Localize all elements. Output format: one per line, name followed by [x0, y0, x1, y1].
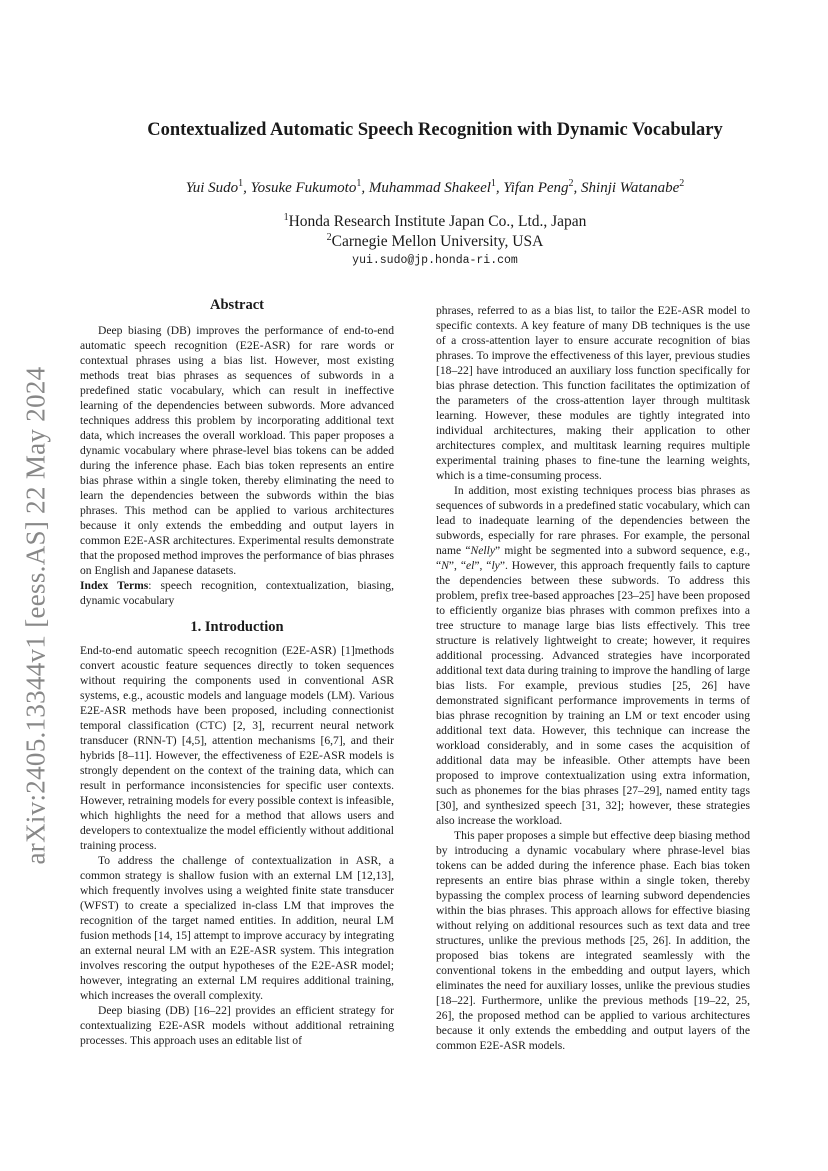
- affiliation-name: Honda Research Institute Japan Co., Ltd., Japan: [288, 213, 587, 231]
- contact-email[interactable]: yui.sudo@jp.honda-ri.com: [352, 254, 518, 267]
- affiliation-name: Carnegie Mellon University, USA: [331, 233, 544, 251]
- author-affiliation-mark: 2: [679, 178, 685, 189]
- left-column: [80, 298, 394, 1048]
- author-name: Shinji Watanabe: [581, 180, 680, 196]
- author-name: Muhammad Shakeel: [368, 180, 491, 196]
- author-name: Yosuke Fukumoto: [250, 180, 357, 196]
- author-affiliation-mark: 1: [356, 178, 362, 189]
- example-name: Nelly: [470, 544, 495, 557]
- index-terms-label: Index Terms: [80, 579, 149, 592]
- right-column: [436, 303, 750, 1053]
- arxiv-identifier: [14, 350, 58, 880]
- text-run: ” might be segmented into a subword sequence, e.g., “: [436, 544, 751, 572]
- example-subword: el: [465, 559, 475, 572]
- affiliation-number: 2: [326, 232, 332, 243]
- author-name: Yui Sudo: [185, 180, 239, 196]
- text-run: ”. However, this approach frequently fails to capture the dependencies between these subwords. To address this problem, prefix tree-based approaches [23–25] have been proposed to efficiently organize bias phrases with common prefixes into a tree structure to manage large bias lists effectively. This tree structure is relatively lightweight to create; however, it requires additional processing. Advanced strategies have incorporated additional text data during training to improve the handling of large bias lists. For example, previous studies [25, 26] have demonstrated significant performance improvements in terms of bias phrase recognition by training an LM or text encoder using additional text data. However, this technique can increase the workload considerably, and in some cases the acquisition of additional data may be infeasible. Other attempts have been proposed to improve contextualization using extra information, such as phonemes for the bias phrases [27–29], named entity tags [30], and synthesized speech [31, 32]; however, these strategies also increase the workload.: [436, 559, 751, 827]
- arxiv-identifier-text: arXiv:2405.13344v1 [eess.AS] 22 May 2024: [20, 366, 51, 864]
- author-affiliation-mark: 1: [490, 178, 496, 189]
- body-paragraph: Deep biasing (DB) [16–22] provides an efficient strategy for contextualizing E2E-ASR models without additional retraining processes. This approach uses an editable list of: [80, 1004, 394, 1047]
- affiliation: [80, 232, 790, 251]
- paper-title: Contextualized Automatic Speech Recognition with Dynamic Vocabulary: [147, 120, 723, 140]
- affiliation: [80, 212, 790, 231]
- abstract-heading: Abstract: [210, 297, 264, 313]
- introduction-heading: 1. Introduction: [190, 619, 284, 635]
- body-paragraph: End-to-end automatic speech recognition (E2E-ASR) [1]methods convert acoustic feature sequences directly to token sequences without requiring the components used in conventional ASR systems, e.g., acoustic models and language models (LM). Various E2E-ASR methods have been proposed, including connectionist temporal classification (CTC) [2, 3], recurrent neural network transducer (RNN-T) [4,5], attention mechanisms [6,7], and their hybrids [8–11]. However, the effectiveness of E2E-ASR models is strongly dependent on the context of the training data, which can result in performance inconsistencies for specific user contexts. However, retraining models for every possible context is infeasible, which highlights the need for a method that allows users and developers to contextualize the model efficiently without additional training process.: [80, 644, 394, 852]
- body-paragraph: [436, 483, 750, 828]
- body-paragraph: phrases, referred to as a bias list, to tailor the E2E-ASR model to specific contexts. A key feature of many DB techniques is the use of a cross-attention layer to ensure accurate recognition of bias phrases. To improve the effectiveness of this layer, previous studies [18–22] have introduced an auxiliary loss function specifically for bias phrase detection. This function facilitates the optimization of the parameters of the cross-attention layer through multitask learning. However, these modules are tightly integrated into individual architectures, making their application to other architectures complex, and multitask learning requires multiple experimental training phases to fine-tune the learning weights, which is a time-consuming process.: [436, 304, 750, 482]
- text-run: ”, “: [474, 559, 492, 572]
- affiliation-number: 1: [283, 212, 289, 223]
- index-terms: [80, 578, 394, 608]
- text-run: ”, “: [448, 559, 466, 572]
- example-subword: ly: [491, 559, 500, 572]
- text-run: In addition, most existing techniques process bias phrases as sequences of subwords in a predefined static vocabulary, which can lead to inadequate learning of the dependencies between the subwords, especially for rare phrases. For example, the personal name “: [436, 484, 750, 557]
- author-name: Yifan Peng: [503, 180, 569, 196]
- example-subword: N: [441, 559, 449, 572]
- author-list: Yui Sudo$^1$, Yosuke Fukumoto$^1$, Muhammad Shakeel$^1$, Yifan Peng$^2$, Shinji Watanabe$^2$: [185, 178, 685, 196]
- body-paragraph: This paper proposes a simple but effective deep biasing method by introducing a dynamic vocabulary where phrase-level bias tokens can be added during the inference phase. Each bias token represents an entire bias phrase within a single token, thereby bypassing the complex process of learning subword dependencies within the bias phrases. This approach allows for effective biasing without relying on additional resources such as text data and tree structures, unlike the previous methods [25, 26]. In addition, the proposed bias tokens are integrated seamlessly with the conventional tokens in the embedding and output layers, which eliminates the need for auxiliary losses, unlike the previous studies [18–22]. Furthermore, unlike the previous methods [19–22, 25, 26], the proposed method can be applied to various architectures because it only extends the embedding and output layers of the common E2E-ASR models.: [436, 829, 750, 1052]
- author-affiliation-mark: 2: [568, 178, 574, 189]
- index-terms-list: : speech recognition, contextualization, biasing, dynamic vocabulary: [80, 579, 394, 607]
- abstract-text: Deep biasing (DB) improves the performance of end-to-end automatic speech recognition (E2E-ASR) for rare words or contextual phrases using a bias list. However, most existing methods treat bias phrases as sequences of subwords in a predefined static vocabulary, which can result in ineffective learning of the dependencies between subwords. More advanced techniques address this problem by incorporating additional text data, which increases the overall workload. This paper proposes a dynamic vocabulary where phrase-level bias tokens can be added during the inference phase. Each bias token represents an entire bias phrase within a single token, thereby eliminating the need to learn the dependencies between the subwords within the bias phrases. This method can be applied to various architectures because it only extends the embedding and output layers in common E2E-ASR architectures. Experimental results demonstrate that the proposed method improves the performance of bias phrases on English and Japanese datasets.: [80, 324, 394, 577]
- body-paragraph: To address the challenge of contextualization in ASR, a common strategy is shallow fusion with an external LM [12,13], which frequently involves using a weighted finite state transducer (WFST) to create a specialized in-class LM that improves the recognition of the target named entities. In addition, neural LM fusion methods [14, 15] attempt to improve accuracy by integrating an external neural LM with an E2E-ASR system. This integration involves rescoring the output hypotheses of the E2E-ASR model; however, integrating an external LM requires additional training, which increases the overall complexity.: [80, 854, 394, 1002]
- author-affiliation-mark: 1: [238, 178, 244, 189]
